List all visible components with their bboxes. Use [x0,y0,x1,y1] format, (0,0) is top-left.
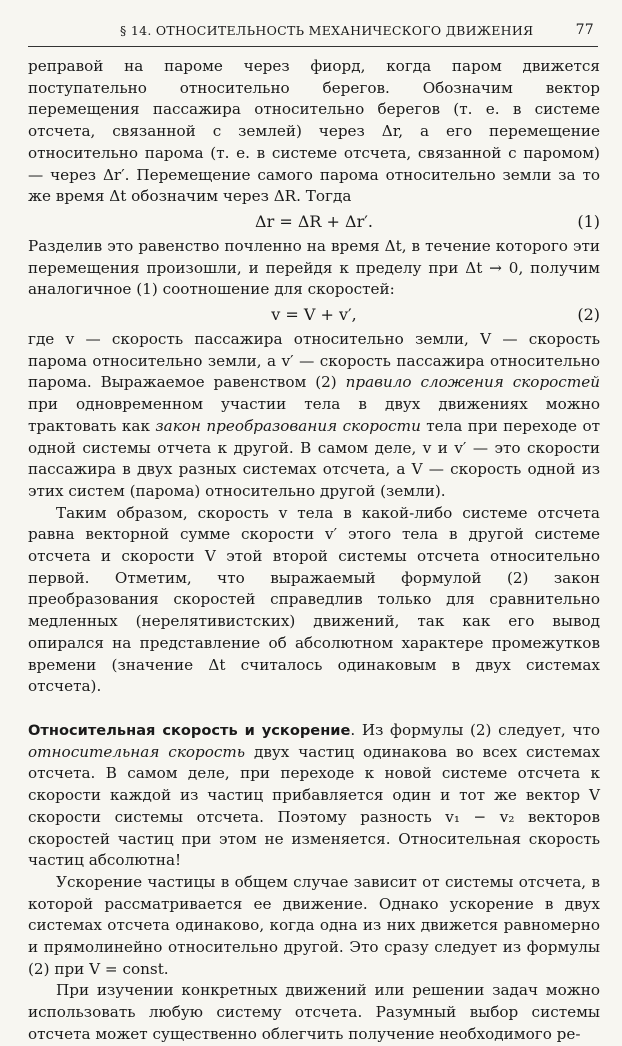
paragraph-6: Ускорение частицы в общем случае зависит от системы отсчета, в которой рассматривается ее движение. Однако ускорение в двух системах отсчета одинаково, когда одна из них движется равномерно и прямолинейно относительно другой. Это сразу следует из формулы (2) при V = const. [28,872,600,978]
equation-2-formula: v = V + v′, [271,305,357,325]
equation-1 [28,208,600,236]
paragraph-3 [28,329,600,503]
paragraph-3-text-c: при одновременном участии тела в двух движениях можно трактовать как [28,395,600,435]
equation-2-number: (2) [577,305,600,325]
equation-1-formula: Δr = ΔR + Δr′. [255,211,373,231]
header-title: § 14. ОТНОСИТЕЛЬНОСТЬ МЕХАНИЧЕСКОГО ДВИЖЕНИЯ [120,23,534,38]
paragraph-3-text-e: тела при переходе от одной системы отчета к другой. В самом деле, v и v′ — это скорости пассажира в двух разных системах отсчета, а V — скорость одной из этих систем (парома) относительно другой (земли). [28,416,600,500]
page-body [28,56,600,1046]
section-heading: Относительная скорость и ускорение [28,721,351,739]
paragraph-7: При изучении конкретных движений или решении задач можно использовать любую систему отсчета. Разумный выбор системы отсчета может существенно облегчить получение необходимого ре- [28,981,600,1043]
paragraph-4: Таким образом, скорость v тела в какой-либо системе отсчета равна векторной сумме скорости v′ этого тела в другой системе отсчета и скорости V этой второй системы отсчета относительно первой. Отметим, что выражаемый формулой (2) закон преобразования скоростей справедлив только для сравнительно медленных (нерелятивистских) движений, так как его вывод опирался на представление об абсолютном характере промежутков времени (значение Δt считалось одинаковым в двух системах отсчета). [28,503,600,696]
paragraph-3-text-a: где v — скорость пассажира относительно земли, V — скорость парома относительно земли, а v′ — скорость пассажира относительно парома. Выражаемое равенством (2) [28,330,600,392]
paragraph-5-text-c: двух частиц одинакова во всех системах отсчета. В самом деле, при переходе к новой системе отсчета к скорости каждой из частиц прибавляется один и тот же вектор V скорости системы отсчета. Поэтому разность v₁ − v₂ векторов скоростей частиц при этом не изменяется. Относительная скорость частиц абсолютна! [28,742,600,870]
paragraph-2: Разделив это равенство почленно на время Δt, в течение которого эти перемещения произошли, и перейдя к пределу при Δt → 0, получим аналогичное (1) соотношение для скоростей: [28,236,600,299]
page-number: 77 [575,22,594,38]
equation-2 [28,301,600,329]
paragraph-1: реправой на пароме через фиорд, когда паром движется поступательно относительно берегов. Обозначим вектор перемещения пассажира относительно берегов (т. е. в системе отсчета, связанной с землей) через Δr, а его перемещение относительно парома (т. е. в системе отсчета, связанной с паромом) — через Δr′. Перемещение самого парома относительно земли за то же время Δt обозначим через ΔR. Тогда [28,57,600,206]
paragraph-5-text-a: . Из формулы (2) следует, что [350,720,600,739]
term-velocity-addition-rule: правило сложения скоростей [345,373,600,392]
term-relative-velocity: относительная скорость [28,742,246,761]
paragraph-5 [28,720,600,872]
running-header [28,16,598,47]
equation-1-number: (1) [577,211,600,231]
term-velocity-transformation-law: закон преобразования скорости [155,416,421,435]
